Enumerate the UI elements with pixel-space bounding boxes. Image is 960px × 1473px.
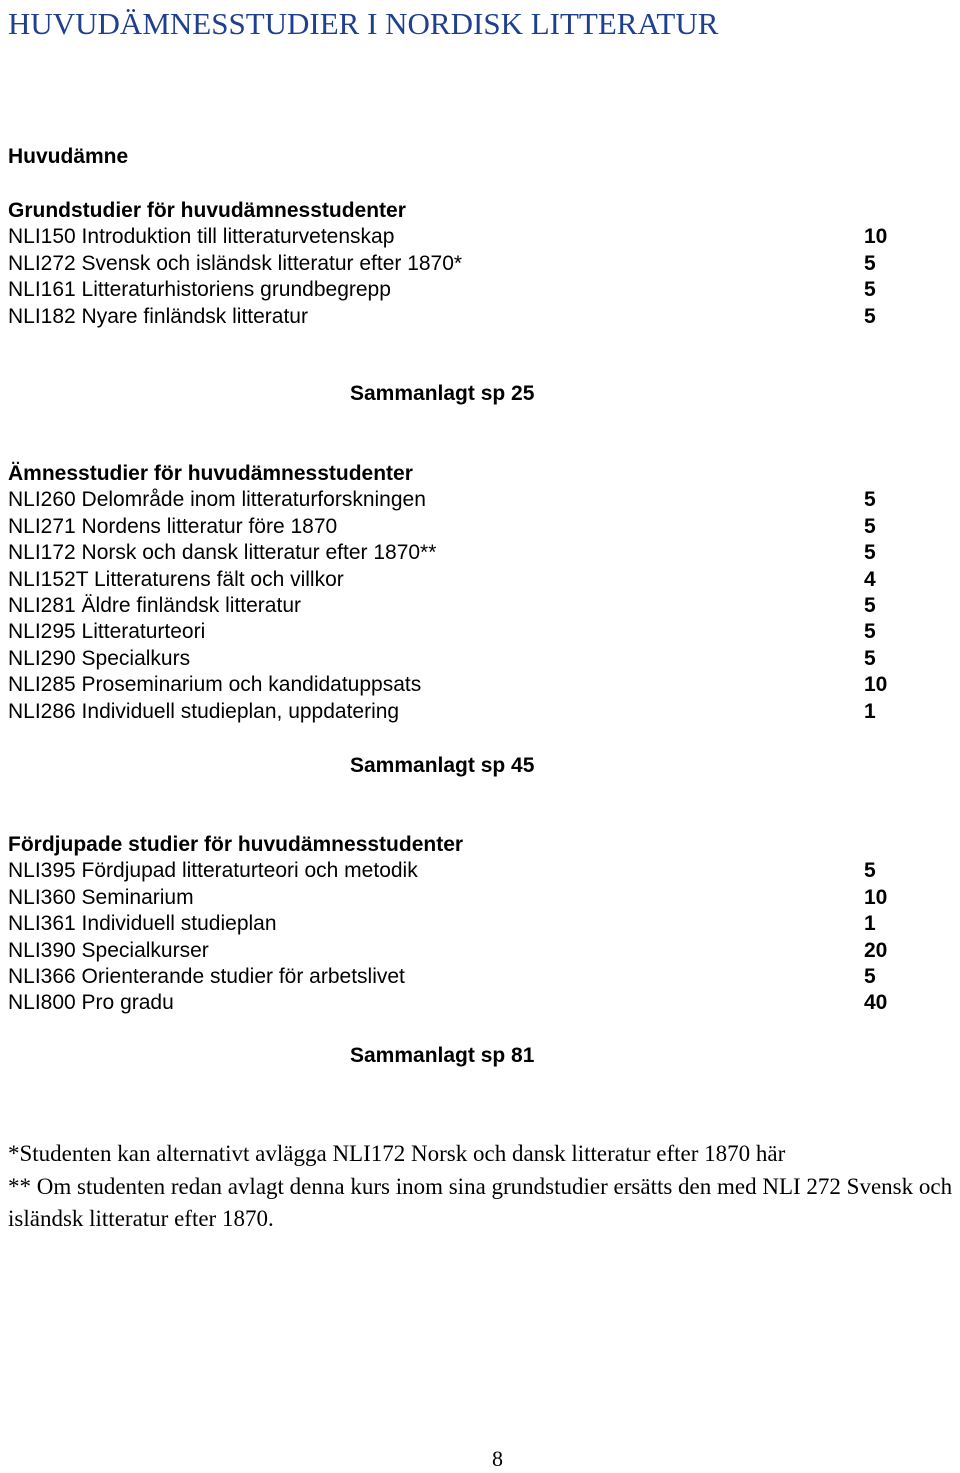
section-total: Sammanlagt sp 45 — [350, 754, 535, 777]
course-credits: 20 — [864, 938, 888, 962]
course-name: NLI360 Seminarium — [8, 885, 194, 909]
course-name: NLI271 Nordens litteratur före 1870 — [8, 514, 338, 538]
footnote-double-asterisk: ** Om studenten redan avlagt denna kurs inom sina grundstudier ersätts den med NLI 272 Svensk och isländsk litteratur efter 1870. — [8, 1173, 953, 1231]
course-name: NLI152T Litteraturens fält och villkor — [8, 567, 344, 591]
course-name: NLI366 Orienterande studier för arbetslivet — [8, 964, 405, 988]
course-row — [8, 277, 908, 303]
course-row — [8, 699, 908, 725]
section-heading: Grundstudier för huvudämnesstudenter — [8, 199, 406, 222]
course-credits: 5 — [864, 593, 876, 617]
section-subject-studies — [8, 461, 908, 725]
course-name: NLI260 Delområde inom litteraturforskningen — [8, 488, 426, 512]
course-credits: 10 — [864, 225, 888, 249]
course-row — [8, 885, 908, 911]
course-name: NLI281 Äldre finländsk litteratur — [8, 593, 301, 617]
course-name: NLI150 Introduktion till litteraturvetenskap — [8, 225, 395, 249]
course-name: NLI295 Litteraturteori — [8, 620, 206, 644]
course-name: NLI161 Litteraturhistoriens grundbegrepp — [8, 278, 391, 302]
page-number: 8 — [492, 1446, 503, 1471]
course-credits: 5 — [864, 278, 876, 302]
course-credits: 5 — [864, 620, 876, 644]
course-row — [8, 858, 908, 884]
course-row — [8, 672, 908, 698]
course-row — [8, 567, 908, 593]
course-row — [8, 619, 908, 645]
section-advanced-studies — [8, 832, 908, 1017]
main-subject-heading: Huvudämne — [8, 145, 129, 168]
course-name: NLI395 Fördjupad litteraturteori och metodik — [8, 859, 418, 883]
course-name: NLI272 Svensk och isländsk litteratur efter 1870* — [8, 251, 463, 275]
course-name: NLI361 Individuell studieplan — [8, 912, 277, 936]
course-row — [8, 646, 908, 672]
course-row — [8, 938, 908, 964]
course-credits: 5 — [864, 541, 876, 565]
course-row — [8, 251, 908, 277]
course-name: NLI182 Nyare finländsk litteratur — [8, 304, 308, 328]
course-credits: 5 — [864, 646, 876, 670]
course-credits: 1 — [864, 699, 876, 723]
course-name: NLI290 Specialkurs — [8, 646, 191, 670]
section-heading: Fördjupade studier för huvudämnesstudenter — [8, 833, 464, 856]
document-title: HUVUDÄMNESSTUDIER I NORDISK LITTERATUR — [8, 6, 719, 41]
course-credits: 5 — [864, 304, 876, 328]
course-row — [8, 964, 908, 990]
course-credits: 5 — [864, 488, 876, 512]
course-name: NLI285 Proseminarium och kandidatuppsats — [8, 673, 422, 697]
course-credits: 10 — [864, 673, 888, 697]
course-credits: 5 — [864, 251, 876, 275]
course-row — [8, 593, 908, 619]
section-heading: Ämnesstudier för huvudämnesstudenter — [8, 462, 413, 485]
course-row — [8, 990, 908, 1016]
course-name: NLI800 Pro gradu — [8, 991, 174, 1015]
course-credits: 4 — [864, 567, 876, 591]
course-name: NLI286 Individuell studieplan, uppdatering — [8, 699, 400, 723]
course-row — [8, 487, 908, 513]
course-name: NLI390 Specialkurser — [8, 938, 209, 962]
course-credits: 5 — [864, 514, 876, 538]
course-name: NLI172 Norsk och dansk litteratur efter 1870** — [8, 541, 437, 565]
footnote-single-asterisk: *Studenten kan alternativt avlägga NLI172 Norsk och dansk litteratur efter 1870 här — [8, 1141, 786, 1166]
course-row — [8, 304, 908, 330]
footnotes — [8, 1138, 960, 1236]
section-total: Sammanlagt sp 81 — [350, 1044, 535, 1067]
course-credits: 40 — [864, 991, 888, 1015]
course-credits: 1 — [864, 912, 876, 936]
course-row — [8, 911, 908, 937]
section-total: Sammanlagt sp 25 — [350, 382, 535, 405]
course-credits: 5 — [864, 964, 876, 988]
course-row — [8, 540, 908, 566]
course-row — [8, 224, 908, 250]
course-credits: 10 — [864, 885, 888, 909]
course-row — [8, 514, 908, 540]
course-credits: 5 — [864, 859, 876, 883]
section-basic-studies — [8, 198, 908, 330]
